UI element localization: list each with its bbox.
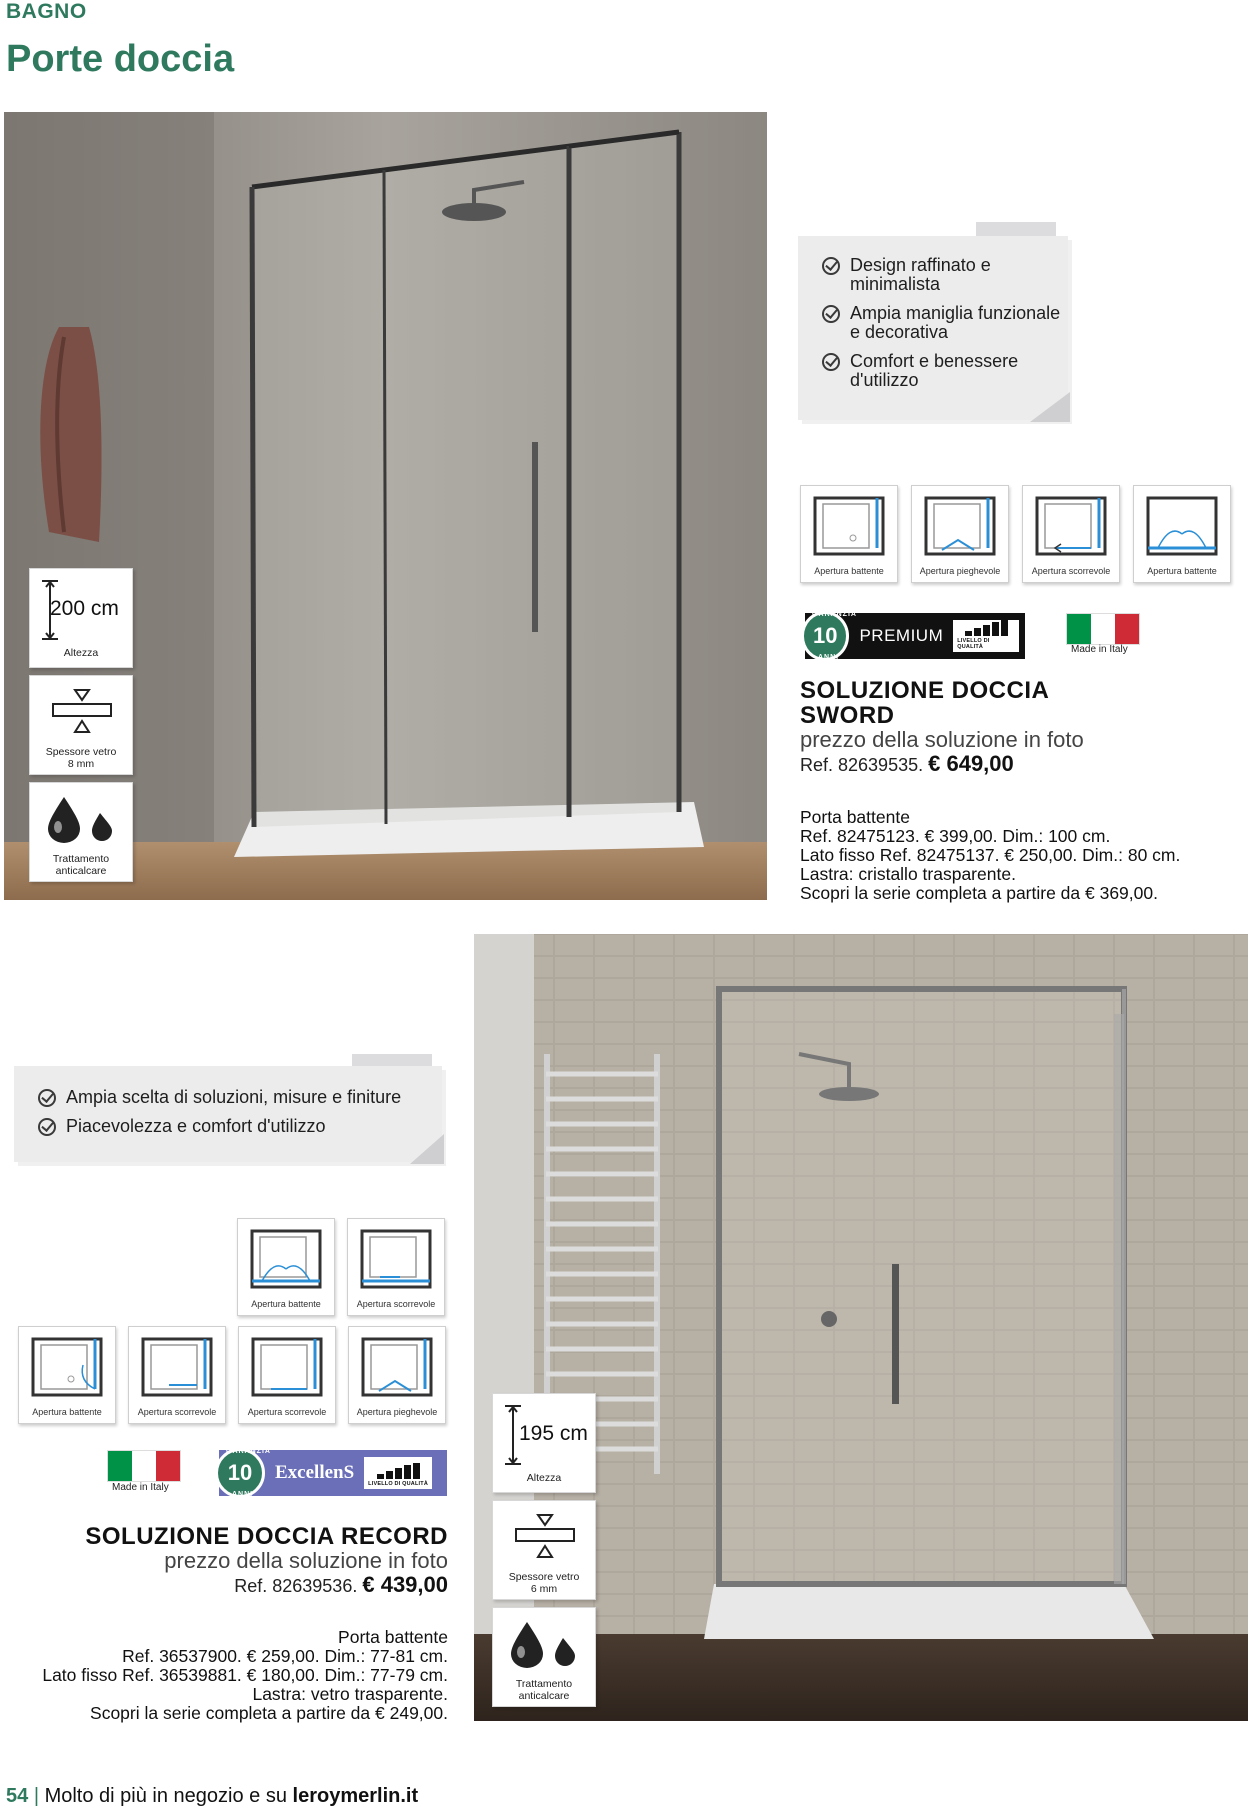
opening-diagram: Apertura scorrevole — [347, 1218, 445, 1316]
opening-diagram: Apertura scorrevole — [238, 1326, 336, 1424]
made-in-label: Made in Italy — [1071, 644, 1128, 655]
feature-item: Ampia scelta di soluzioni, misure e finiture — [38, 1088, 438, 1107]
opening-battente-double-icon — [1144, 494, 1220, 558]
height-value: 195 cm — [519, 1422, 588, 1445]
height-value: 200 cm — [50, 597, 119, 620]
height-label: Altezza — [526, 1472, 562, 1484]
features-callout-bottom — [14, 1066, 442, 1162]
footer-text: Molto di più in negozio e su — [44, 1785, 287, 1807]
opening-diagram: Apertura pieghevole — [911, 485, 1009, 583]
opening-diagram: Apertura scorrevole — [1022, 485, 1120, 583]
opening-scorrevole-icon — [358, 1227, 434, 1291]
treatment-label: Trattamento anticalcare — [52, 853, 110, 877]
glass-label: Spessore vetro — [45, 746, 117, 758]
opening-scorrevole-icon — [249, 1335, 325, 1399]
glass-value: 8 mm — [67, 758, 95, 770]
product-details-top: Porta battente Ref. 82475123. € 399,00. Dim.: 100 cm. Lato fisso Ref. 82475137. € 250,00. Dim.: 80 cm. Lastra: cristallo trasparente. Scopri la serie completa a partire da € 369,00. — [800, 807, 1181, 903]
product-details-bottom: Porta battente Ref. 36537900. € 259,00. Dim.: 77-81 cm. Lato fisso Ref. 36539881. € 180,00. Dim.: 77-79 cm. Lastra: vetro trasparente. Scopri la serie completa a partire da € 249,00. — [42, 1627, 448, 1723]
page-title: Porte doccia — [6, 38, 235, 80]
product-title-line2: SWORD — [800, 702, 895, 729]
water-drops-icon — [42, 793, 122, 843]
opening-battente-icon — [811, 494, 887, 558]
product-info-bottom — [20, 1524, 448, 1598]
guarantee-badge-premium — [805, 613, 1025, 659]
glass-label: Spessore vetro — [508, 1571, 580, 1583]
opening-scorrevole-icon — [139, 1335, 215, 1399]
opening-battente-icon — [29, 1335, 105, 1399]
opening-diagram: Apertura battente — [1133, 485, 1231, 583]
check-circle-icon — [822, 305, 840, 323]
spec-treatment-bottom — [492, 1607, 596, 1707]
opening-pieghevole-icon — [922, 494, 998, 558]
italy-flag — [1066, 613, 1140, 645]
opening-battente-double-icon — [248, 1227, 324, 1291]
features-callout-top — [798, 236, 1068, 420]
quality-level: LIVELLO DI QUALITÀ — [953, 620, 1019, 652]
opening-diagram: Apertura scorrevole — [128, 1326, 226, 1424]
product-ref-price: Ref. 82639536. € 439,00 — [234, 1572, 448, 1597]
product-title: SOLUZIONE DOCCIA — [800, 677, 1050, 704]
check-circle-icon — [822, 257, 840, 275]
check-circle-icon — [38, 1118, 56, 1136]
opening-diagram: Apertura battente — [800, 485, 898, 583]
glass-thickness-icon — [47, 688, 117, 734]
spec-treatment-top — [29, 782, 133, 882]
italy-flag — [107, 1450, 181, 1482]
glass-value: 6 mm — [530, 1583, 558, 1595]
guarantee-badge-excellens — [219, 1450, 447, 1496]
feature-item: Design raffinato e minimalista — [822, 256, 1062, 294]
opening-pieghevole-icon — [359, 1335, 435, 1399]
guarantee-tier: ExcellenS — [275, 1462, 355, 1483]
page-number: 54 — [6, 1785, 29, 1807]
product-title: SOLUZIONE DOCCIA RECORD — [85, 1523, 448, 1550]
product-subtitle: prezzo della soluzione in foto — [164, 1548, 448, 1573]
opening-diagram: Apertura battente — [18, 1326, 116, 1424]
product-price: € 649,00 — [928, 751, 1014, 776]
spec-glass-top — [29, 675, 133, 775]
opening-diagram: Apertura battente — [237, 1218, 335, 1316]
spec-height-bottom — [492, 1393, 596, 1493]
guarantee-tier: PREMIUM — [859, 626, 944, 645]
shower-record-illustration — [474, 934, 1248, 1721]
feature-item: Comfort e benessere d'utilizzo — [822, 352, 1062, 390]
guarantee-circle: 10 GARANZIA ANNI — [801, 611, 849, 661]
check-circle-icon — [822, 353, 840, 371]
spec-height-top — [29, 568, 133, 668]
glass-thickness-icon — [510, 1513, 580, 1559]
footer-site-link[interactable]: leroymerlin.it — [292, 1785, 419, 1807]
section-label: BAGNO — [6, 0, 87, 23]
guarantee-circle: 10 GARANZIA ANNI — [215, 1448, 265, 1498]
height-label: Altezza — [63, 647, 99, 659]
feature-item: Ampia maniglia funzionale e decorativa — [822, 304, 1062, 342]
product-ref-price: Ref. 82639535. € 649,00 — [800, 751, 1014, 776]
check-circle-icon — [38, 1089, 56, 1107]
made-in-label: Made in Italy — [112, 1482, 169, 1493]
feature-item: Piacevolezza e comfort d'utilizzo — [38, 1117, 438, 1136]
footer-separator: | — [33, 1785, 40, 1807]
opening-scorrevole-icon — [1033, 494, 1109, 558]
opening-diagram: Apertura pieghevole — [348, 1326, 446, 1424]
water-drops-icon — [505, 1618, 585, 1668]
spec-glass-bottom — [492, 1500, 596, 1600]
page-footer — [6, 1785, 418, 1808]
shower-record-photo — [474, 934, 1248, 1721]
treatment-label: Trattamento anticalcare — [515, 1678, 573, 1702]
product-price: € 439,00 — [362, 1572, 448, 1597]
product-subtitle: prezzo della soluzione in foto — [800, 727, 1084, 752]
product-info-top — [800, 678, 1240, 777]
quality-level: LIVELLO DI QUALITÀ — [364, 1457, 432, 1489]
